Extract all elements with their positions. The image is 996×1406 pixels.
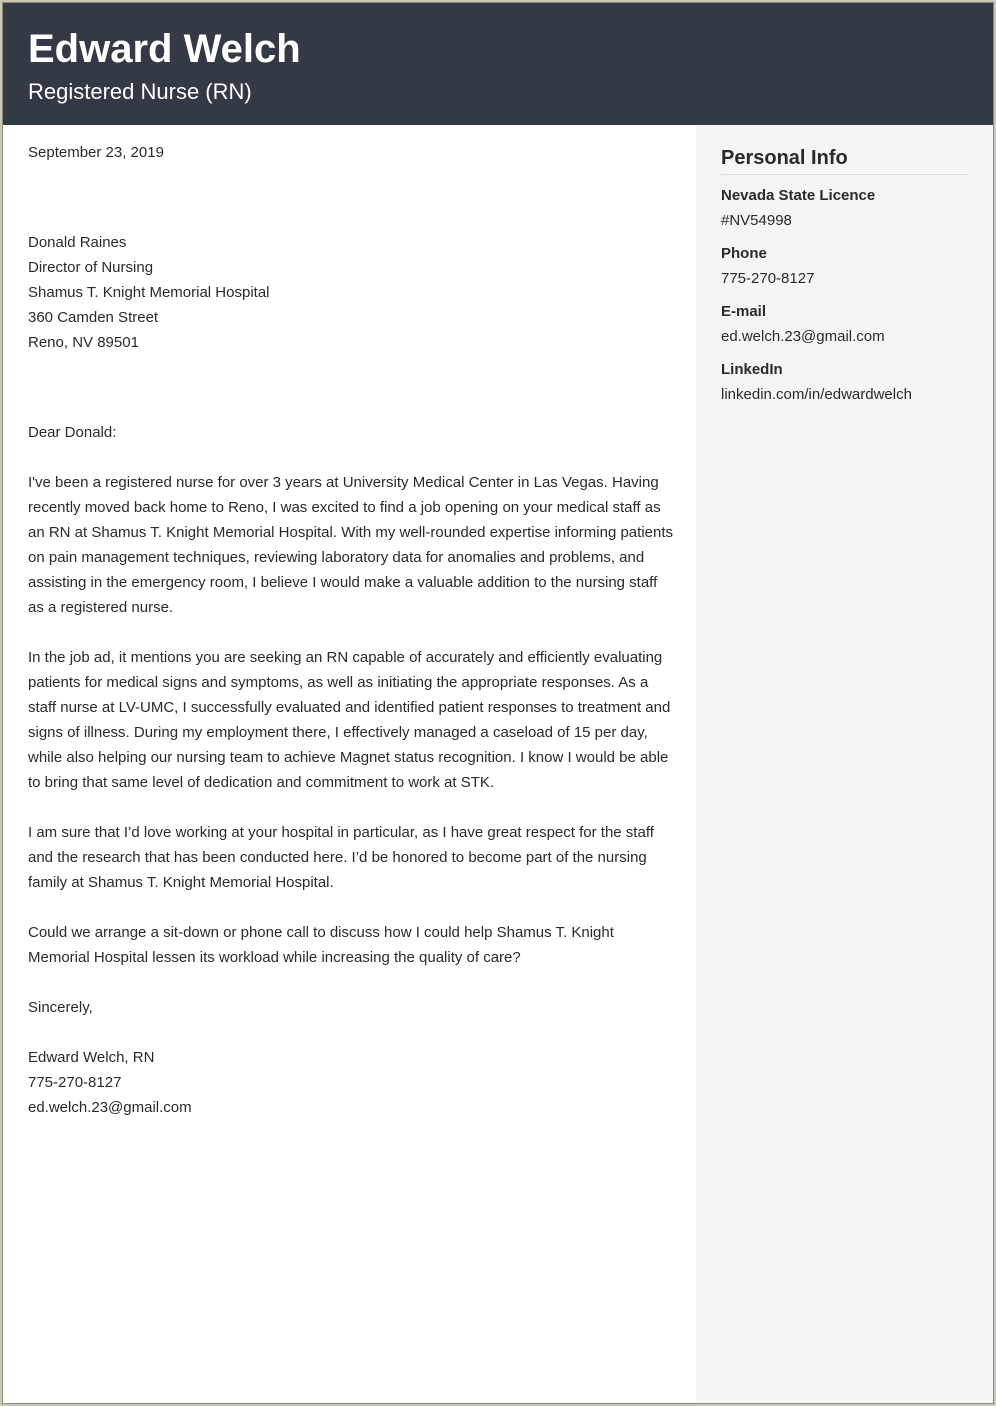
signature-phone: 775-270-8127 (28, 1074, 122, 1091)
signature-name: Edward Welch, RN (28, 1049, 155, 1066)
salutation: Dear Donald: (28, 424, 117, 441)
letter-paragraph: I've been a registered nurse for over 3 years at University Medical Center in Las Vegas. Having recently moved back home to Reno, I was excited to find a job opening on your medical staff as an RN at Shamus T. Knight Memorial Hospital. With my well-rounded expertise informing patients on pain management techniques, reviewing laboratory data for anomalies and problems, and assisting in the emergency room, I believe I would make a valuable addition to the nursing staff as a registered nurse. (28, 474, 673, 616)
info-value: #NV54998 (721, 212, 792, 229)
letter-body (28, 140, 676, 1120)
sidebar-personal-info (696, 125, 993, 1403)
letter-date: September 23, 2019 (28, 144, 164, 161)
recipient-city: Reno, NV 89501 (28, 334, 139, 351)
info-label: LinkedIn (721, 361, 783, 378)
info-item-linkedin (721, 357, 971, 407)
info-label: Nevada State Licence (721, 187, 876, 204)
recipient-address-block (28, 230, 676, 355)
signature-email: ed.welch.23@gmail.com (28, 1099, 192, 1116)
letter-paragraph: In the job ad, it mentions you are seeking an RN capable of accurately and efficiently evaluating patients for medical signs and symptoms, as well as initiating the appropriate responses. As a staff nurse at LV-UMC, I successfully evaluated and identified patient responses to treatment and signs of illness. During my employment there, I effectively managed a caseload of 15 per day, while also helping our nursing team to achieve Magnet status recognition. I know I would be able to bring that same level of dedication and commitment to work at STK. (28, 649, 671, 791)
closing: Sincerely, (28, 999, 93, 1016)
info-item-email (721, 299, 971, 349)
info-value: linkedin.com/in/edwardwelch (721, 386, 912, 403)
info-label: E-mail (721, 303, 767, 320)
recipient-organization: Shamus T. Knight Memorial Hospital (28, 284, 270, 301)
recipient-name: Donald Raines (28, 234, 127, 251)
info-label: Phone (721, 245, 767, 262)
info-value: ed.welch.23@gmail.com (721, 328, 885, 345)
letter-paragraph: I am sure that I’d love working at your hospital in particular, as I have great respect for the staff and the research that has been conducted here. I’d be honored to become part of the nursing family at Shamus T. Knight Memorial Hospital. (28, 824, 654, 891)
header-banner (3, 3, 993, 125)
cover-letter-page (2, 2, 994, 1404)
signature-block (28, 1045, 676, 1120)
letter-paragraph: Could we arrange a sit-down or phone call to discuss how I could help Shamus T. Knight Memorial Hospital lessen its workload while increasing the quality of care? (28, 924, 614, 966)
info-item-phone (721, 241, 971, 291)
applicant-job-title: Registered Nurse (RN) (28, 79, 252, 104)
personal-info-list (721, 183, 971, 415)
recipient-street: 360 Camden Street (28, 309, 159, 326)
info-item-licence (721, 183, 971, 233)
info-value: 775-270-8127 (721, 270, 815, 287)
recipient-position: Director of Nursing (28, 259, 154, 276)
applicant-name: Edward Welch (28, 27, 301, 71)
sidebar-heading: Personal Info (721, 145, 968, 175)
